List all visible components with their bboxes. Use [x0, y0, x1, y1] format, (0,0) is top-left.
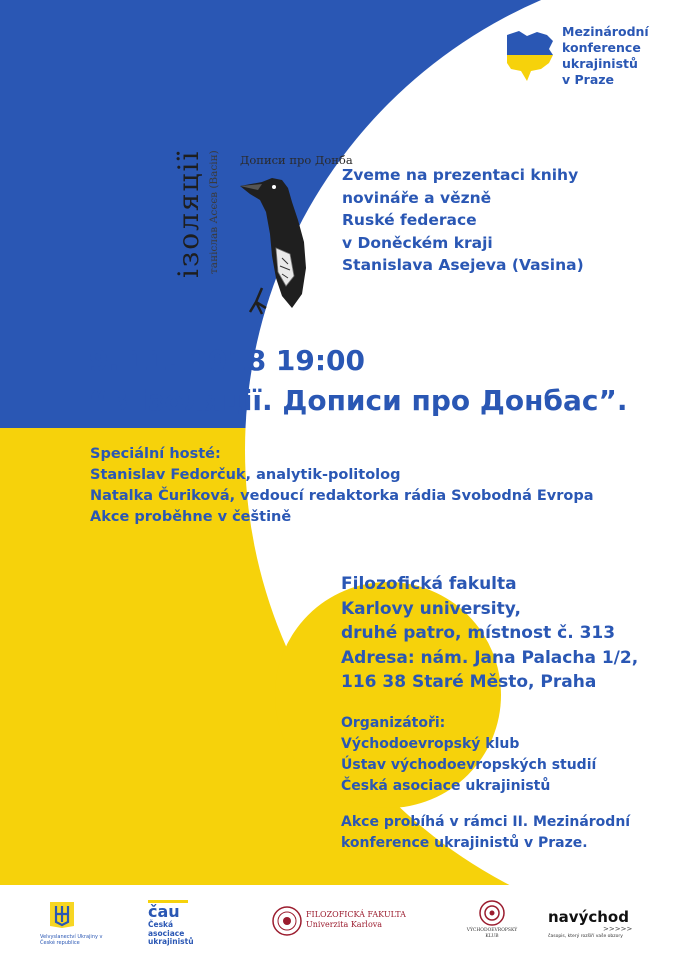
book-title: ізоляції — [172, 150, 205, 279]
organizers-block — [341, 713, 596, 797]
organizer-line: Ústav východoevropských studií — [341, 757, 597, 773]
guests-block — [90, 444, 630, 528]
footnote-line: Akce probíhá v rámci II. Mezinárodní — [341, 814, 631, 830]
invite-line: Stanislava Asejeva (Vasina) — [342, 256, 584, 274]
address-block — [341, 572, 638, 695]
address-line: Adresa: nám. Jana Palacha 1/2, — [341, 647, 639, 668]
cau-line: asociace — [148, 928, 185, 938]
navychod-name: navýchod — [548, 908, 629, 926]
address-line: 116 38 Staré Město, Praha — [341, 672, 597, 692]
invite-line: Ruské federace — [342, 211, 477, 229]
cau-line: Česká — [148, 920, 174, 929]
logo-line: v Praze — [562, 72, 615, 87]
navychod-arrows: >>>>> — [603, 925, 633, 933]
club-emblem-icon — [479, 900, 505, 926]
navychod-tagline: časopis, který rozšíří vaše obzory — [548, 934, 623, 939]
ff-uk-logo — [272, 900, 422, 952]
organizer-line: Východoevropský klub — [341, 736, 520, 752]
cau-mark: čau — [148, 900, 188, 921]
trident-icon — [40, 900, 110, 930]
footnote-block — [341, 812, 630, 854]
book-subtitle: Дописи про Донбa — [240, 153, 353, 167]
raven-icon — [232, 168, 314, 318]
cau-line: ukrajinistů — [148, 937, 194, 946]
navychod-logo — [548, 900, 648, 952]
guest-line: Natalka Čuriková, vedoucí redaktorka rádia Svobodná Evropa — [90, 488, 594, 504]
language-note: Akce proběhne v češtině — [90, 509, 292, 525]
organizers-heading: Organizátoři: — [341, 715, 446, 731]
address-line: druhé patro, místnost č. 313 — [341, 623, 616, 643]
conference-logo — [505, 22, 665, 92]
book-author: танiслав Асєєв (Васін) — [208, 150, 220, 274]
university-seal-icon — [272, 906, 302, 936]
cau-logo — [148, 900, 223, 952]
book-cover — [160, 150, 353, 325]
embassy-logo — [40, 900, 110, 952]
ff-line: Univerzita Karlova — [306, 920, 383, 929]
ff-line: FILOZOFICKÁ FAKULTA — [306, 910, 406, 919]
ukraine-map-speech-icon — [505, 27, 555, 85]
address-line: Karlovy university, — [341, 598, 521, 619]
invite-line: novináře a vězně — [342, 188, 492, 207]
guest-line: Stanislav Fedorčuk, analytik-politolog — [90, 467, 401, 483]
guests-heading: Speciální hosté: — [90, 446, 221, 462]
logo-line: konference — [562, 40, 641, 55]
invitation-text — [342, 164, 662, 277]
organizer-line: Česká asociace ukrajinistů — [341, 778, 551, 794]
event-title: “В ізоляції. Дописи про Донбас”. — [89, 384, 628, 417]
invite-line: Zveme na prezentaci knihy — [342, 166, 579, 184]
vek-line: KLUB — [485, 934, 499, 939]
vek-line: VÝCHODOEVROPSKÝ — [466, 928, 518, 933]
logo-line: ukrajinistů — [562, 56, 638, 71]
logo-line: Mezinárodní — [562, 24, 649, 39]
event-date: 9. 11. 2018 19:00 — [89, 344, 366, 377]
embassy-text: Velvyslanectví Ukrajiny v České republice — [40, 934, 103, 946]
vek-logo — [462, 900, 522, 952]
invite-line: v Doněckém kraji — [342, 233, 493, 252]
address-line: Filozofická fakulta — [341, 574, 517, 594]
footnote-line: konference ukrajinistů v Praze. — [341, 835, 588, 851]
